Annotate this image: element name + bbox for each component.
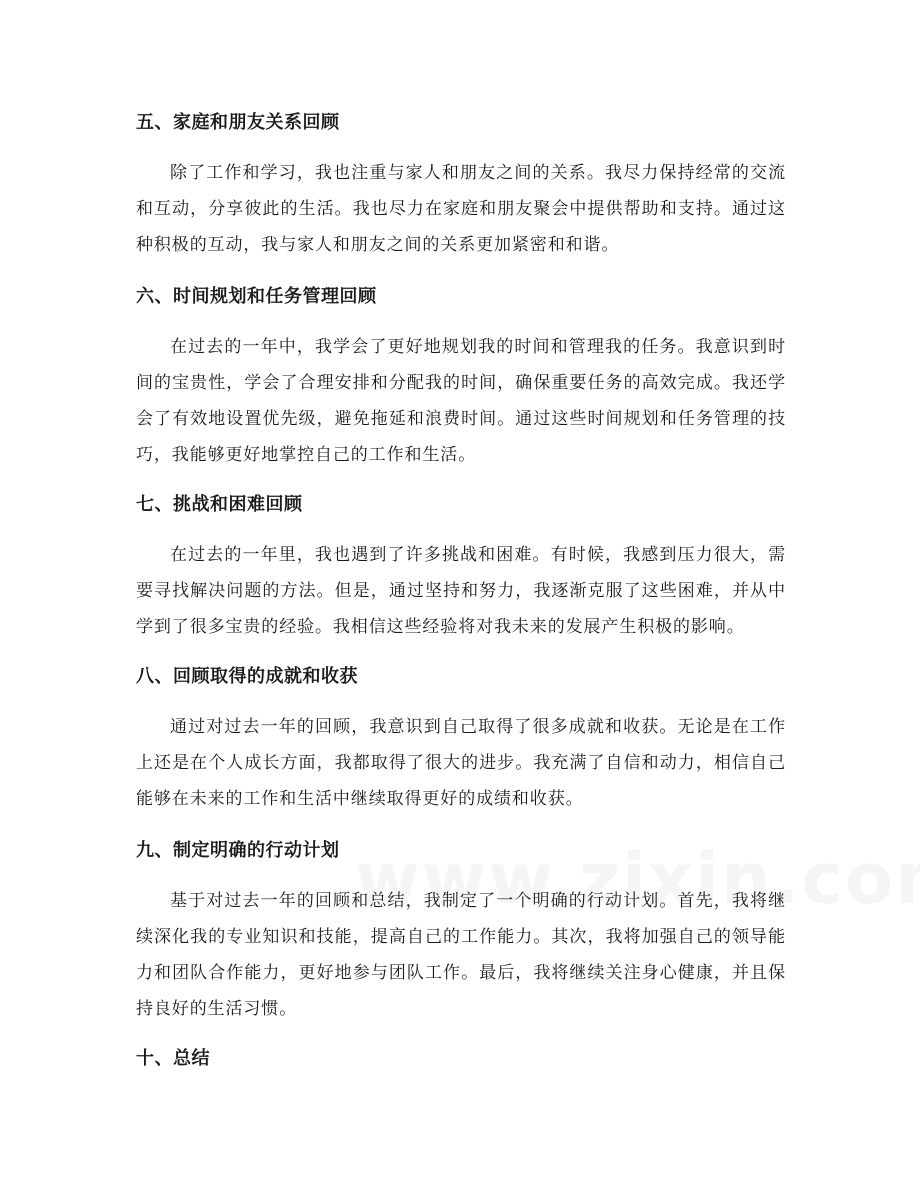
section-heading-9: 九、制定明确的行动计划 [136, 840, 340, 861]
section-body-9: 基于对过去一年的回顾和总结，我制定了一个明确的行动计划。首先，我将继续深化我的专业知识和技能，提高自己的工作能力。其次，我将加强自己的领导能力和团队合作能力，更好地参与团队工作。最后，我将继续关注身心健康，并且保持良好的生活习惯。 [136, 891, 786, 1019]
section-heading-8: 八、回顾取得的成就和收获 [136, 666, 358, 687]
section-heading-7: 七、挑战和困难回顾 [136, 494, 303, 515]
section-body-8: 通过对过去一年的回顾，我意识到自己取得了很多成就和收获。无论是在工作上还是在个人成长方面，我都取得了很大的进步。我充满了自信和动力，相信自己能够在未来的工作和生活中继续取得更好的成绩和收获。 [136, 717, 786, 809]
section-heading-5: 五、家庭和朋友关系回顾 [136, 112, 340, 133]
section-body-7: 在过去的一年里，我也遇到了许多挑战和困难。有时候，我感到压力很大，需要寻找解决问题的方法。但是，通过坚持和努力，我逐渐克服了这些困难，并从中学到了很多宝贵的经验。我相信这些经验将对我未来的发展产生积极的影响。 [136, 545, 786, 637]
section-body-5: 除了工作和学习，我也注重与家人和朋友之间的关系。我尽力保持经常的交流和互动，分享彼此的生活。我也尽力在家庭和朋友聚会中提供帮助和支持。通过这种积极的互动，我与家人和朋友之间的关系更加紧密和和谐。 [136, 163, 786, 255]
section-heading-6: 六、时间规划和任务管理回顾 [136, 286, 377, 307]
section-heading-10: 十、总结 [136, 1048, 210, 1069]
section-body-6: 在过去的一年中，我学会了更好地规划我的时间和管理我的任务。我意识到时间的宝贵性，学会了合理安排和分配我的时间，确保重要任务的高效完成。我还学会了有效地设置优先级，避免拖延和浪费时间。通过这些时间规划和任务管理的技巧，我能够更好地掌控自己的工作和生活。 [136, 337, 786, 465]
